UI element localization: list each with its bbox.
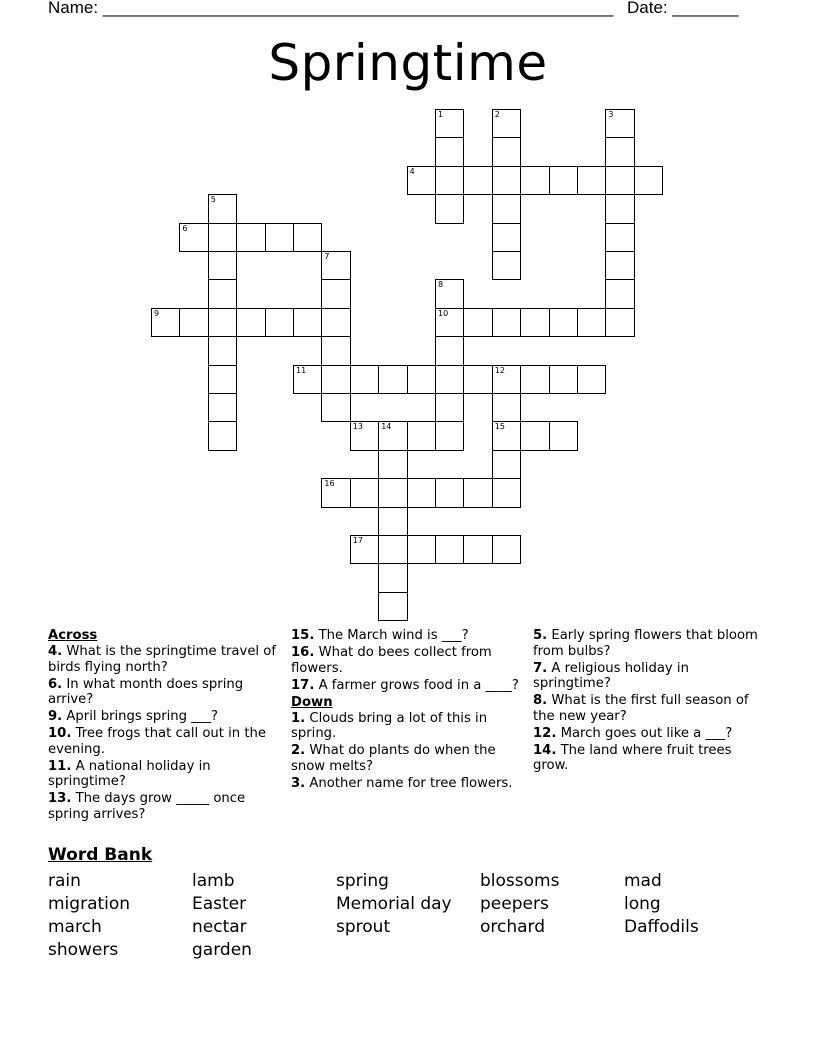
grid-cell[interactable] <box>151 308 180 337</box>
grid-cell[interactable] <box>492 308 521 337</box>
grid-cell[interactable] <box>378 365 407 394</box>
grid-cell[interactable] <box>321 279 350 308</box>
grid-cell[interactable] <box>492 166 521 195</box>
word-bank-item: migration <box>48 894 131 914</box>
clue-number: 8 <box>438 280 444 290</box>
grid-cell[interactable] <box>208 194 237 223</box>
grid-cell[interactable] <box>208 393 237 422</box>
grid-cell[interactable] <box>407 478 436 507</box>
grid-cell[interactable] <box>577 166 606 195</box>
grid-cell[interactable] <box>520 421 549 450</box>
word-bank-item: nectar <box>192 917 247 937</box>
clue-across-4: 4. What is the springtime travel of birds flying north? <box>48 644 276 675</box>
grid-cell[interactable] <box>378 507 407 536</box>
grid-cell[interactable] <box>350 478 379 507</box>
grid-cell[interactable] <box>378 592 407 621</box>
clue-down-2: 2. What do plants do when the snow melts? <box>291 743 496 774</box>
word-bank-item: mad <box>624 871 662 891</box>
word-bank-item: sprout <box>336 917 391 937</box>
word-bank-item: march <box>48 917 102 937</box>
grid-cell[interactable] <box>208 279 237 308</box>
grid-cell[interactable] <box>605 194 634 223</box>
grid-cell[interactable] <box>236 308 265 337</box>
word-bank-item: showers <box>48 940 119 960</box>
grid-cell[interactable] <box>208 421 237 450</box>
clue-down-14: 14. The land where fruit trees grow. <box>533 742 732 773</box>
page-title: Springtime <box>268 34 548 92</box>
grid-cell[interactable] <box>179 223 208 252</box>
grid-cell[interactable] <box>492 223 521 252</box>
grid-cell[interactable] <box>463 166 492 195</box>
grid-cell[interactable] <box>435 137 464 166</box>
grid-cell[interactable] <box>605 137 634 166</box>
grid-cell[interactable] <box>350 365 379 394</box>
grid-cell[interactable] <box>378 563 407 592</box>
grid-cell[interactable] <box>321 251 350 280</box>
grid-cell[interactable] <box>208 308 237 337</box>
grid-cell[interactable] <box>293 365 322 394</box>
clue-down-8: 8. What is the first full season of the new year? <box>533 693 749 724</box>
clue-number: 9 <box>154 308 160 318</box>
grid-cell[interactable] <box>605 251 634 280</box>
clue-across-9: 9. April brings spring ___? <box>48 709 219 724</box>
clue-number: 5 <box>210 195 216 205</box>
grid-cell[interactable] <box>378 450 407 479</box>
clue-down-12: 12. March goes out like a ___? <box>533 725 733 741</box>
grid-cell[interactable] <box>492 393 521 422</box>
grid-cell[interactable] <box>492 478 521 507</box>
grid-cell[interactable] <box>350 421 379 450</box>
grid-cell[interactable] <box>435 365 464 394</box>
grid-cell[interactable] <box>208 336 237 365</box>
grid-cell[interactable] <box>577 308 606 337</box>
name-field[interactable]: Name: ______________________________________________________ <box>48 0 614 17</box>
header <box>48 0 739 18</box>
clue-down-5: 5. Early spring flowers that bloom from bulbs? <box>533 628 758 659</box>
grid-cell[interactable] <box>520 308 549 337</box>
clue-down-1: 1. Clouds bring a lot of this in spring. <box>291 710 488 741</box>
clues-column-3 <box>533 628 763 775</box>
grid-cell[interactable] <box>407 365 436 394</box>
grid-cell[interactable] <box>321 308 350 337</box>
grid-cell[interactable] <box>321 393 350 422</box>
grid-cell[interactable] <box>435 421 464 450</box>
word-bank-item: Easter <box>192 894 247 914</box>
grid-cell[interactable] <box>549 365 578 394</box>
grid-cell[interactable] <box>492 194 521 223</box>
clue-number: 6 <box>182 223 188 233</box>
clue-number: 13 <box>352 422 363 432</box>
word-bank-item: rain <box>48 871 81 891</box>
down-heading: Down <box>291 694 333 710</box>
grid-cell[interactable] <box>605 279 634 308</box>
clue-number: 14 <box>381 422 392 432</box>
grid-cell[interactable] <box>265 223 294 252</box>
word-bank-item: Memorial day <box>336 894 452 914</box>
clue-number: 3 <box>608 110 614 119</box>
grid-cell[interactable] <box>463 535 492 564</box>
grid-cell[interactable] <box>605 308 634 337</box>
grid-cell[interactable] <box>435 336 464 365</box>
clue-across-13: 13. The days grow _____ once spring arrives? <box>48 791 246 822</box>
word-bank <box>48 845 768 960</box>
grid-cell[interactable] <box>492 251 521 280</box>
grid-cell[interactable] <box>378 535 407 564</box>
clue-number: 11 <box>296 365 307 375</box>
across-heading: Across <box>48 628 98 643</box>
grid-cell[interactable] <box>577 365 606 394</box>
grid-cell[interactable] <box>435 393 464 422</box>
grid-cell[interactable] <box>293 308 322 337</box>
grid-cell[interactable] <box>208 251 237 280</box>
grid-cell[interactable] <box>435 478 464 507</box>
clue-number: 10 <box>438 308 449 318</box>
word-bank-item: blossoms <box>480 871 560 891</box>
grid-cell[interactable] <box>463 478 492 507</box>
grid-cell[interactable] <box>492 109 521 138</box>
grid-cell[interactable] <box>378 421 407 450</box>
clue-number: 4 <box>409 166 415 176</box>
grid-cell[interactable] <box>492 450 521 479</box>
clues-column-2 <box>291 628 521 793</box>
grid-cell[interactable] <box>520 365 549 394</box>
grid-cell[interactable] <box>605 166 634 195</box>
clue-number: 12 <box>494 365 505 375</box>
clue-number: 2 <box>494 110 500 119</box>
grid-cell[interactable] <box>463 308 492 337</box>
clue-number: 15 <box>494 422 505 432</box>
clue-down-3: 3. Another name for tree flowers. <box>291 775 513 791</box>
grid-cell[interactable] <box>435 194 464 223</box>
word-bank-item: lamb <box>192 871 235 891</box>
clue-across-15: 15. The March wind is ___? <box>291 628 469 643</box>
grid-cell[interactable] <box>321 365 350 394</box>
word-bank-item: peepers <box>480 894 549 914</box>
clue-across-16: 16. What do bees collect from flowers. <box>291 645 492 676</box>
clue-down-7: 7. A religious holiday in springtime? <box>533 660 689 691</box>
grid-cell[interactable] <box>634 166 663 195</box>
grid-cell[interactable] <box>520 166 549 195</box>
grid-cell[interactable] <box>492 421 521 450</box>
clue-number: 17 <box>352 536 363 545</box>
grid-cell[interactable] <box>492 137 521 166</box>
date-field[interactable]: Date: _______ <box>627 0 739 17</box>
grid-cell[interactable] <box>350 535 379 564</box>
grid-cell[interactable] <box>435 535 464 564</box>
grid-cell[interactable] <box>407 421 436 450</box>
word-bank-item: long <box>624 894 661 914</box>
grid-cell[interactable] <box>236 223 265 252</box>
grid-cell[interactable] <box>407 166 436 195</box>
clue-number: 1 <box>438 110 444 119</box>
clue-number: 16 <box>324 479 335 489</box>
grid-cell[interactable] <box>435 109 464 138</box>
grid-cell[interactable] <box>463 365 492 394</box>
grid-cell[interactable] <box>605 109 634 138</box>
grid-cell[interactable] <box>435 308 464 337</box>
grid-cell[interactable] <box>549 421 578 450</box>
clue-across-11: 11. A national holiday in springtime? <box>48 758 211 789</box>
grid-cell[interactable] <box>208 365 237 394</box>
grid-cell[interactable] <box>605 223 634 252</box>
clue-number: 7 <box>324 252 330 261</box>
clue-across-6: 6. In what month does spring arrive? <box>48 676 244 707</box>
grid-cell[interactable] <box>492 365 521 394</box>
grid-cell[interactable] <box>492 535 521 564</box>
grid-cell[interactable] <box>549 166 578 195</box>
clues-column-1 <box>48 628 278 824</box>
word-bank-item: Daffodils <box>624 917 699 937</box>
grid-cell[interactable] <box>208 223 237 252</box>
grid-cell[interactable] <box>407 535 436 564</box>
grid-cell[interactable] <box>265 308 294 337</box>
word-bank-heading: Word Bank <box>48 845 153 865</box>
grid-cell[interactable] <box>435 166 464 195</box>
word-bank-list <box>48 871 768 960</box>
grid-cell[interactable] <box>321 336 350 365</box>
grid-cell[interactable] <box>321 478 350 507</box>
grid-cell[interactable] <box>549 308 578 337</box>
grid-cell[interactable] <box>435 279 464 308</box>
grid-cell[interactable] <box>293 223 322 252</box>
word-bank-item: spring <box>336 871 389 891</box>
word-bank-item: garden <box>192 940 252 960</box>
word-bank-item: orchard <box>480 917 546 937</box>
clue-across-10: 10. Tree frogs that call out in the evening. <box>48 726 266 757</box>
clue-across-17: 17. A farmer grows food in a ____? <box>291 677 519 693</box>
grid-cell[interactable] <box>378 478 407 507</box>
grid-cell[interactable] <box>179 308 208 337</box>
